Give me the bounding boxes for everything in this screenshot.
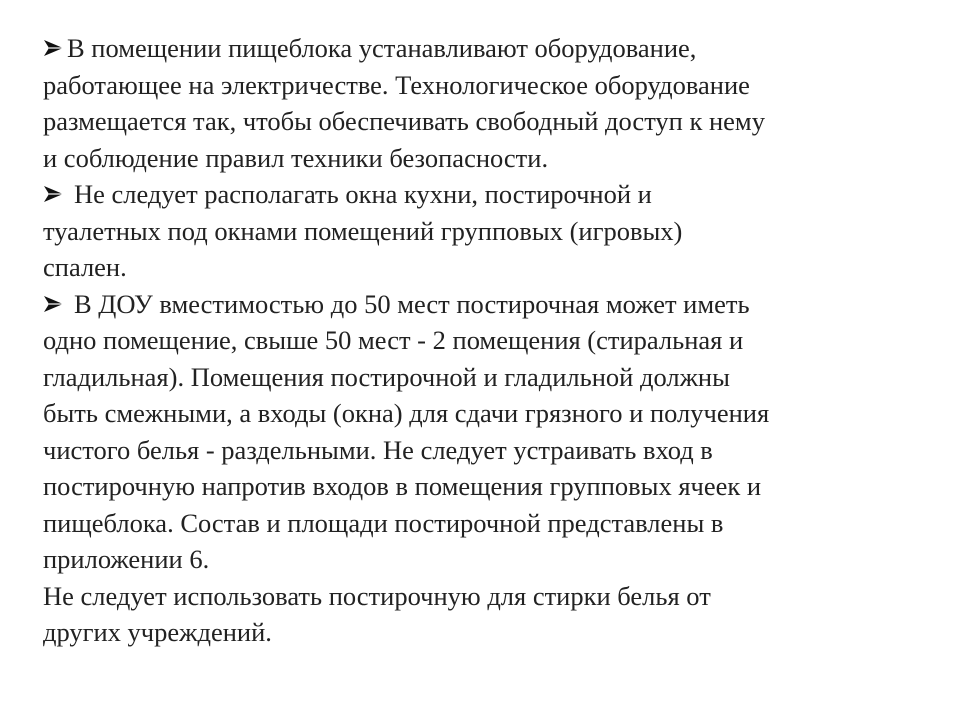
bullet-paragraph-3	[43, 286, 938, 578]
text-line: и соблюдение правил техники безопасности.	[43, 142, 549, 173]
text-line: работающее на электричестве. Технологическое оборудование	[43, 69, 750, 100]
text-line: приложении 6.	[43, 544, 210, 574]
text-line: пищеблока. Состав и площади постирочной представлены в	[43, 507, 724, 538]
text-line: быть смежными, а входы (окна) для сдачи грязного и получения	[43, 398, 770, 428]
line-text: Не следует располагать окна кухни, постирочной и	[74, 179, 652, 209]
text-line: спален.	[43, 252, 127, 282]
text-line: размещается так, чтобы обеспечивать свободный доступ к нему	[43, 106, 765, 136]
line-text: В помещении пищеблока устанавливают оборудование,	[67, 33, 697, 63]
text-line: гладильная). Помещения постирочной и гладильной должны	[43, 361, 730, 392]
text-line: туалетных под окнами помещений групповых (игровых)	[43, 215, 683, 246]
arrowhead-bullet-icon	[43, 183, 65, 205]
text-line: одно помещение, свыше 50 мест - 2 помещения (стиральная и	[43, 325, 744, 355]
bullet-paragraph-1	[43, 30, 938, 176]
plain-paragraph-4	[43, 578, 938, 651]
text-body	[43, 30, 938, 651]
text-line	[43, 176, 938, 213]
text-line: постирочную напротив входов в помещения групповых ячеек и	[43, 471, 762, 501]
text-line: других учреждений.	[43, 617, 272, 647]
bullet-paragraph-2	[43, 176, 938, 286]
arrowhead-bullet-icon	[43, 37, 65, 59]
text-line: чистого белья - раздельными. Не следует устраивать вход в	[43, 434, 713, 465]
text-line	[43, 286, 938, 323]
text-line	[43, 30, 938, 67]
text-line: Не следует использовать постирочную для стирки белья от	[43, 580, 711, 611]
arrowhead-bullet-icon	[43, 293, 65, 315]
line-text: В ДОУ вместимостью до 50 мест постирочная может иметь	[74, 288, 750, 319]
